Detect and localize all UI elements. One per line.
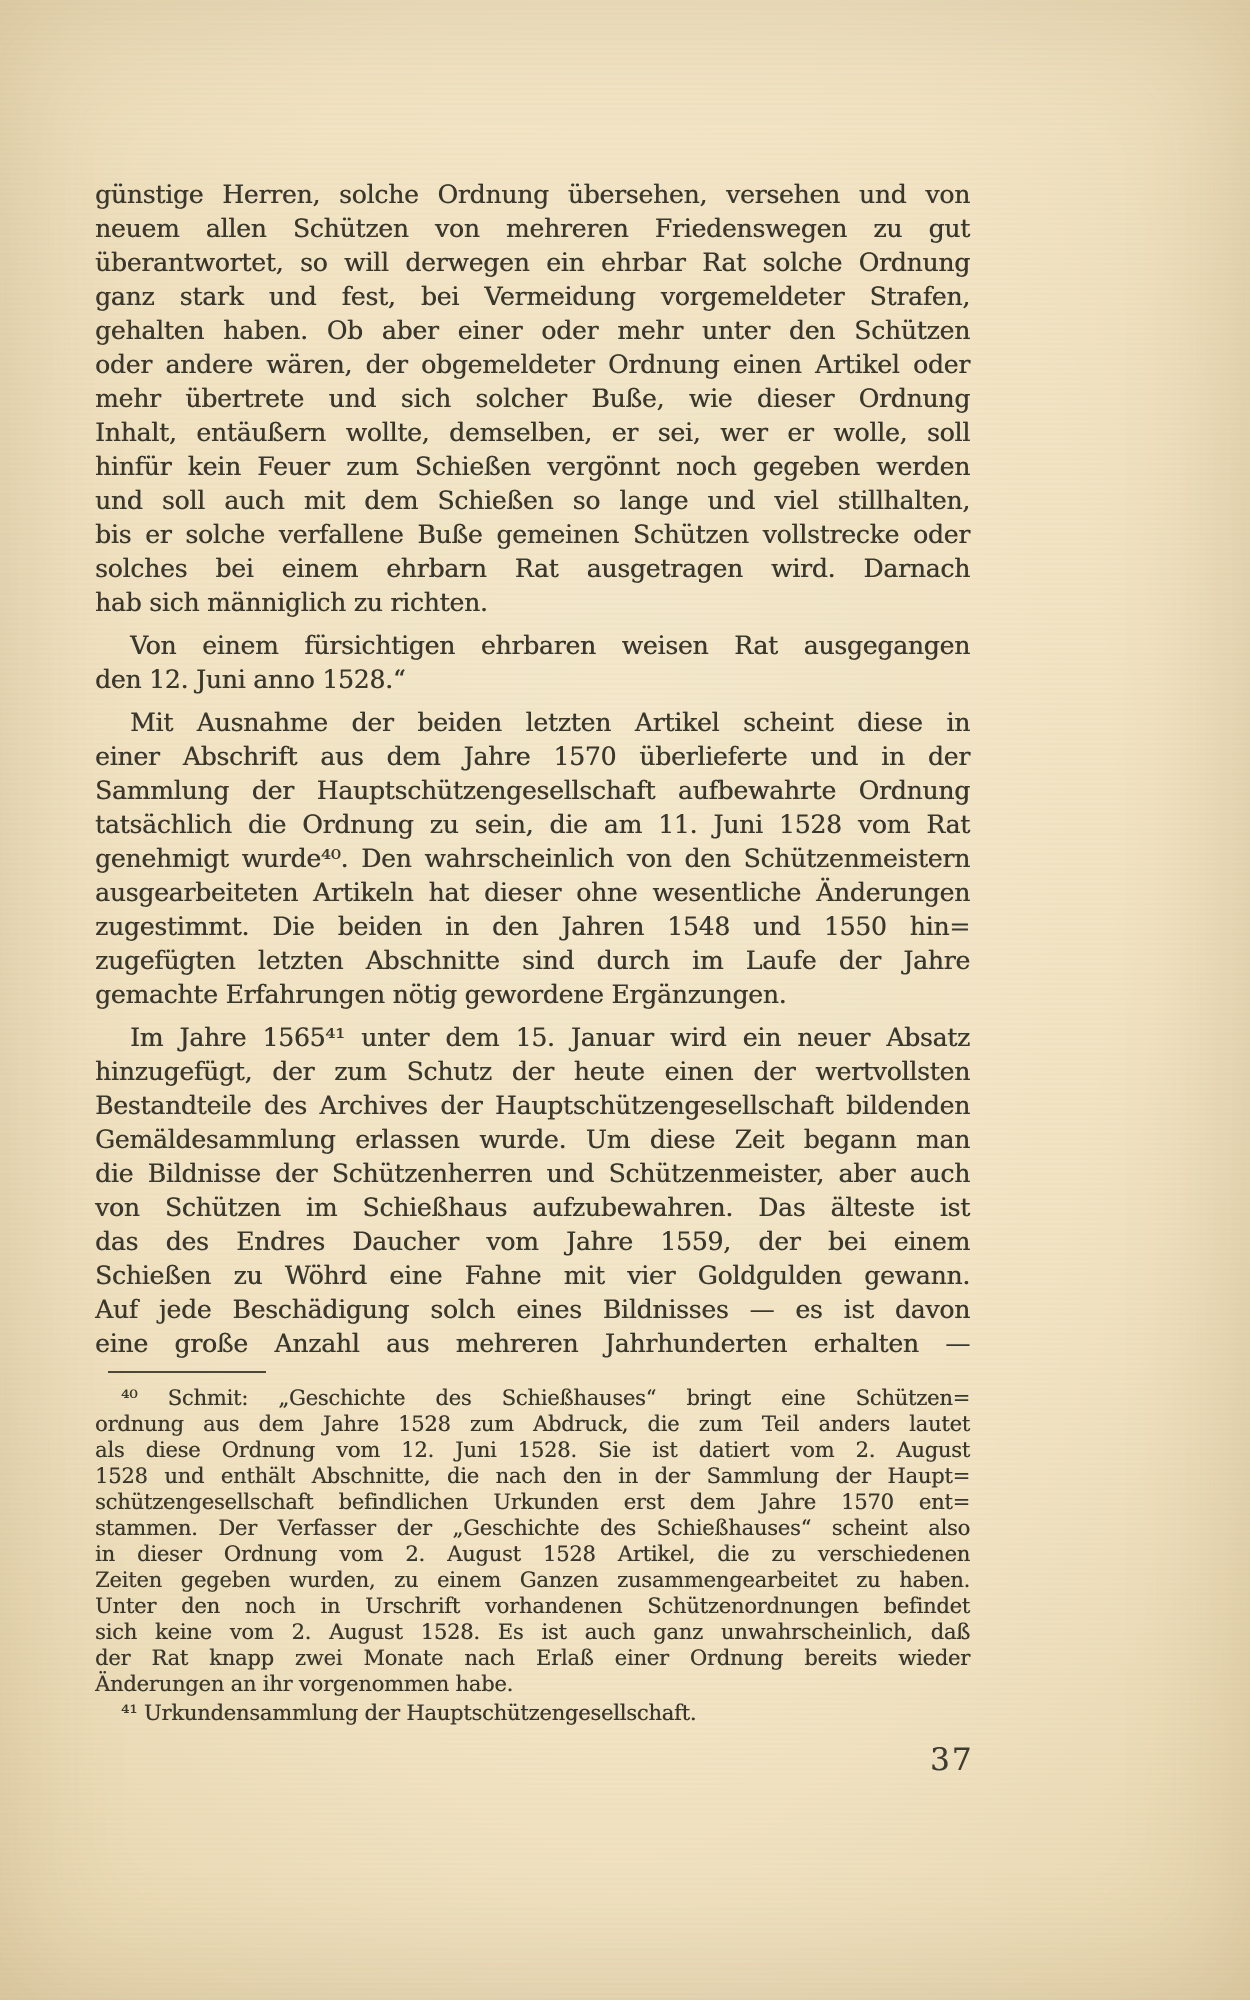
text-line: schützengesellschaft befindlichen Urkunden erst dem Jahre 1570 ent=: [95, 1490, 970, 1514]
text-line: tatsächlich die Ordnung zu sein, die am 11. Juni 1528 vom Rat: [95, 810, 970, 839]
text-line: sich keine vom 2. August 1528. Es ist auch ganz unwahrscheinlich, daß: [95, 1620, 970, 1644]
text-line: stammen. Der Verfasser der „Geschichte des Schießhauses“ scheint also: [95, 1516, 970, 1540]
footnote-separator-rule: [108, 1371, 266, 1373]
footnotes-block: [95, 1385, 970, 1726]
text-line: Gemäldesammlung erlassen wurde. Um diese Zeit begann man: [95, 1125, 970, 1154]
paragraph: [95, 1021, 970, 1361]
text-line: ordnung aus dem Jahre 1528 zum Abdruck, die zum Teil anders lautet: [95, 1412, 970, 1436]
text-line: Von einem fürsichtigen ehrbaren weisen Rat ausgegangen: [130, 631, 970, 660]
text-line: gemachte Erfahrungen nötig gewordene Ergänzungen.: [95, 980, 787, 1009]
text-line: Unter den noch in Urschrift vorhandenen Schützenordnungen befindet: [95, 1594, 970, 1618]
text-line: der Rat knapp zwei Monate nach Erlaß einer Ordnung bereits wieder: [95, 1646, 970, 1670]
text-line: eine große Anzahl aus mehreren Jahrhunderten erhalten —: [95, 1329, 970, 1358]
text-line: zugestimmt. Die beiden in den Jahren 1548 und 1550 hin=: [95, 912, 970, 941]
text-line: Zeiten gegeben wurden, zu einem Ganzen zusammengearbeitet zu haben.: [95, 1568, 970, 1592]
text-line: bis er solche verfallene Buße gemeinen Schützen vollstrecke oder: [95, 520, 970, 549]
text-line: hinfür kein Feuer zum Schießen vergönnt noch gegeben werden: [95, 452, 970, 481]
text-line: von Schützen im Schießhaus aufzubewahren. Das älteste ist: [95, 1193, 970, 1222]
text-line: mehr übertrete und sich solcher Buße, wie dieser Ordnung: [95, 384, 970, 413]
text-line: einer Abschrift aus dem Jahre 1570 überlieferte und in der: [95, 742, 970, 771]
text-line: 1528 und enthält Abschnitte, die nach den in der Sammlung der Haupt=: [95, 1464, 970, 1488]
text-line: und soll auch mit dem Schießen so lange und viel stillhalten,: [95, 486, 970, 515]
text-line: hab sich männiglich zu richten.: [95, 588, 488, 617]
footnote-41: [95, 1700, 970, 1726]
text-line: Änderungen an ihr vorgenommen habe.: [95, 1672, 514, 1696]
text-column: [95, 178, 970, 1726]
text-line: zugefügten letzten Abschnitte sind durch im Laufe der Jahre: [95, 946, 970, 975]
text-line: Im Jahre 1565⁴¹ unter dem 15. Januar wird ein neuer Absatz: [130, 1023, 970, 1052]
paragraph: [95, 706, 970, 1012]
paragraph: [95, 629, 970, 697]
text-line: günstige Herren, solche Ordnung übersehen, versehen und von: [95, 180, 970, 209]
text-line: Mit Ausnahme der beiden letzten Artikel scheint diese in: [130, 708, 970, 737]
page-number: 37: [930, 1742, 974, 1778]
text-line: überantwortet, so will derwegen ein ehrbar Rat solche Ordnung: [95, 248, 970, 277]
text-line: ausgearbeiteten Artikeln hat dieser ohne wesentliche Änderungen: [95, 878, 970, 907]
text-line: die Bildnisse der Schützenherren und Schützenmeister, aber auch: [95, 1159, 970, 1188]
text-line: neuem allen Schützen von mehreren Friedenswegen zu gut: [95, 214, 970, 243]
text-line: in dieser Ordnung vom 2. August 1528 Artikel, die zu verschiedenen: [95, 1542, 970, 1566]
text-line: gehalten haben. Ob aber einer oder mehr unter den Schützen: [95, 316, 970, 345]
text-line: Bestandteile des Archives der Hauptschützengesellschaft bildenden: [95, 1091, 970, 1120]
text-line: ⁴¹ Urkundensammlung der Hauptschützengesellschaft.: [121, 1701, 697, 1725]
text-line: das des Endres Daucher vom Jahre 1559, der bei einem: [95, 1227, 970, 1256]
paragraph: [95, 178, 970, 620]
text-line: genehmigt wurde⁴⁰. Den wahrscheinlich von den Schützenmeistern: [95, 844, 970, 873]
text-line: Schießen zu Wöhrd eine Fahne mit vier Goldgulden gewann.: [95, 1261, 970, 1290]
text-line: oder andere wären, der obgemeldeter Ordnung einen Artikel oder: [95, 350, 970, 379]
text-line: Auf jede Beschädigung solch eines Bildnisses — es ist davon: [95, 1295, 970, 1324]
text-line: ganz stark und fest, bei Vermeidung vorgemeldeter Strafen,: [95, 282, 970, 311]
text-line: solches bei einem ehrbarn Rat ausgetragen wird. Darnach: [95, 554, 970, 583]
footnote-40: [95, 1385, 970, 1697]
text-line: als diese Ordnung vom 12. Juni 1528. Sie ist datiert vom 2. August: [95, 1438, 970, 1462]
text-line: den 12. Juni anno 1528.“: [95, 665, 406, 694]
text-line: Sammlung der Hauptschützengesellschaft aufbewahrte Ordnung: [95, 776, 970, 805]
text-line: Inhalt, entäußern wollte, demselben, er sei, wer er wolle, soll: [95, 418, 970, 447]
text-line: hinzugefügt, der zum Schutz der heute einen der wertvollsten: [95, 1057, 970, 1086]
main-text-block: [95, 178, 970, 1361]
text-line: ⁴⁰ Schmit: „Geschichte des Schießhauses“ bringt eine Schützen=: [121, 1386, 970, 1410]
